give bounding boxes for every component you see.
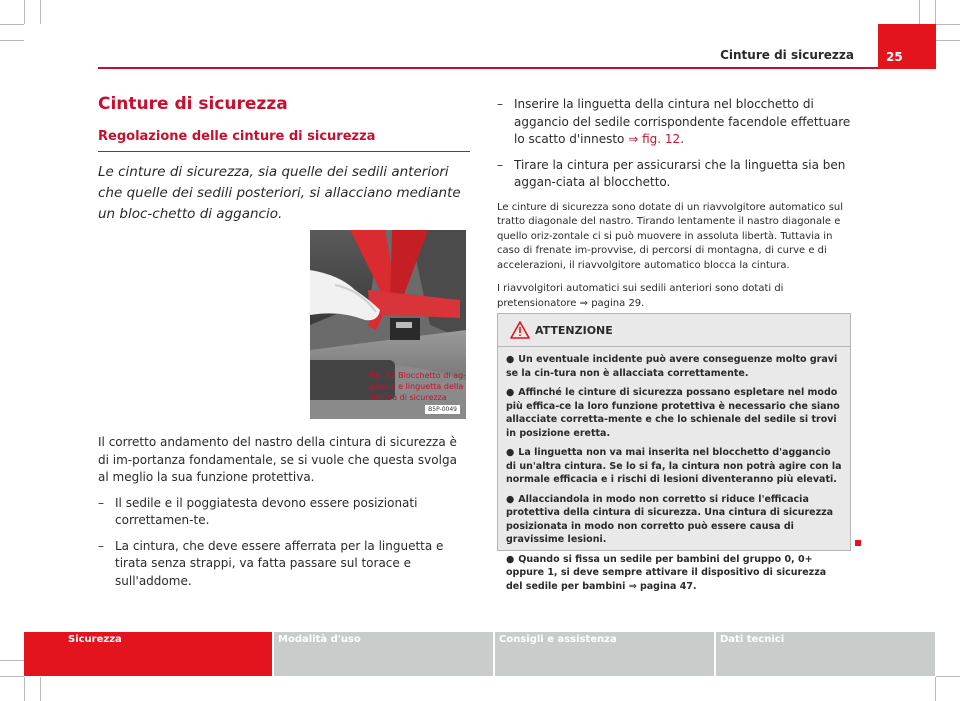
list-item-text: Il sedile e il poggiatesta devono essere posizionati correttamen-te. — [115, 495, 418, 527]
warning-item — [506, 553, 842, 594]
crop-mark — [0, 24, 24, 25]
left-column — [98, 94, 470, 225]
warning-item-text: La linguetta non va mai inserita nel blocchetto d'aggancio di un'altra cintura. Se lo si fa, la cintura non potrà agire con la normale efficacia e i rischi di lesioni diventeranno più elevati. — [506, 447, 842, 485]
figure-code: B5P-0049 — [425, 405, 460, 414]
bullet: ● — [506, 354, 515, 365]
crop-mark — [0, 40, 24, 41]
crop-mark — [40, 677, 41, 701]
header-title: Cinture di sicurezza — [720, 48, 854, 62]
warning-item — [506, 386, 842, 440]
section-end-marker — [855, 540, 861, 546]
list-item — [98, 538, 470, 591]
warning-item — [506, 493, 842, 547]
warning-item-text: Quando si fissa un sedile per bambini del gruppo 0, 0+ oppure 1, si deve sempre attivare il dispositivo di sicurezza del sedile per bambini ⇒ pagina 47. — [506, 553, 827, 592]
paragraph: I riavvolgitori automatici sui sedili anteriori sono dotati di pretensionatore ⇒ pagina 29. — [497, 283, 784, 309]
figure-caption: Fig. 12 Blocchetto di ag-gancio e linguetta della cintura di sicurezza — [369, 371, 466, 402]
warning-title: ATTENZIONE — [535, 324, 613, 337]
intro-text: Le cinture di sicurezza, sia quelle dei sedili anteriori che quelle dei sedili posteriori, si allacciano mediante un bloc-chetto di aggancio. — [98, 164, 461, 222]
crop-mark — [935, 677, 936, 701]
warning-icon — [510, 321, 530, 339]
right-column — [497, 96, 851, 311]
list-item — [98, 495, 470, 530]
crop-mark — [24, 677, 25, 701]
punctuation: . — [680, 132, 685, 146]
figure-link[interactable]: ⇒ fig. 12 — [628, 132, 681, 146]
tab-dati-tecnici[interactable]: Dati tecnici — [716, 632, 935, 676]
bullet: ● — [506, 493, 515, 505]
page-header — [98, 0, 936, 70]
crop-mark — [0, 660, 24, 661]
bullet: ● — [506, 553, 515, 565]
bullet: ● — [506, 447, 515, 458]
list-item — [497, 157, 851, 192]
footer-nav — [24, 632, 935, 676]
dash-marker: – — [98, 495, 104, 510]
left-body — [98, 434, 470, 590]
paragraph: Le cinture di sicurezza sono dotate di un riavvolgitore automatico sul tratto diagonale del nastro. Tirando lentamente il nastro diagonale e quello oriz-zontale ci si può muovere in assoluta libertà. Tuttavia in caso di frenate im-provvise, di percorsi di montagna, di curve e di accelerazioni, il riavvolgitore automatico blocca la cintura. — [497, 201, 844, 271]
warning-body — [498, 347, 850, 593]
warning-item-text: Allacciandola in modo non corretto si riduce l'efficacia protettiva della cintura di sicurezza. Una cintura di sicurezza posizionata in modo non corretto può essere causa di gravissime lesioni. — [506, 493, 834, 545]
warning-header — [498, 314, 850, 347]
bullet: ● — [506, 387, 515, 398]
dash-marker: – — [98, 538, 104, 553]
tab-modalita-uso[interactable]: Modalità d'uso — [274, 632, 493, 676]
tab-consigli-assistenza[interactable]: Consigli e assistenza — [495, 632, 714, 676]
list-item-text: Tirare la cintura per assicurarsi che la linguetta sia ben aggan-ciata al blocchetto. — [514, 157, 846, 189]
crop-mark — [936, 40, 960, 41]
crop-mark — [40, 0, 41, 24]
page-number: 25 — [878, 24, 936, 69]
warning-item-text: Affinché le cinture di sicurezza possano espletare nel modo più effica-ce la loro funzione protettiva è necessario che siano allacciate corretta-mente e che lo schienale del sedile si trovi in posizione eretta. — [506, 387, 840, 439]
warning-item — [506, 353, 842, 380]
header-rule — [98, 67, 936, 69]
warning-box — [497, 313, 851, 592]
crop-mark — [936, 676, 960, 677]
warning-item — [506, 446, 842, 487]
warning-item-text: Un eventuale incidente può avere conseguenze molto gravi se la cin-tura non è allacciata correttamente. — [506, 354, 838, 379]
paragraph: Il corretto andamento del nastro della cintura di sicurezza è di im-portanza fondamentale, se si vuole che questa svolga al meglio la sua funzione protettiva. — [98, 435, 457, 484]
list-item-text: La cintura, che deve essere afferrata per la linguetta e tirata senza strappi, va fatta passare sul torace e sull'addome. — [115, 538, 444, 588]
list-item — [497, 96, 851, 149]
crop-mark — [0, 676, 24, 677]
list-item-text: Inserire la linguetta della cintura nel blocchetto di aggancio del sedile corrispondente facendole effettuare lo scatto d'innesto — [514, 97, 851, 146]
crop-mark — [24, 0, 25, 24]
dash-marker: – — [497, 97, 503, 111]
crop-mark — [936, 24, 960, 25]
tab-sicurezza[interactable]: Sicurezza — [24, 632, 272, 676]
page-title: Cinture di sicurezza — [98, 94, 288, 114]
dash-marker: – — [497, 157, 503, 172]
section-title: Regolazione delle cinture di sicurezza — [98, 129, 470, 152]
